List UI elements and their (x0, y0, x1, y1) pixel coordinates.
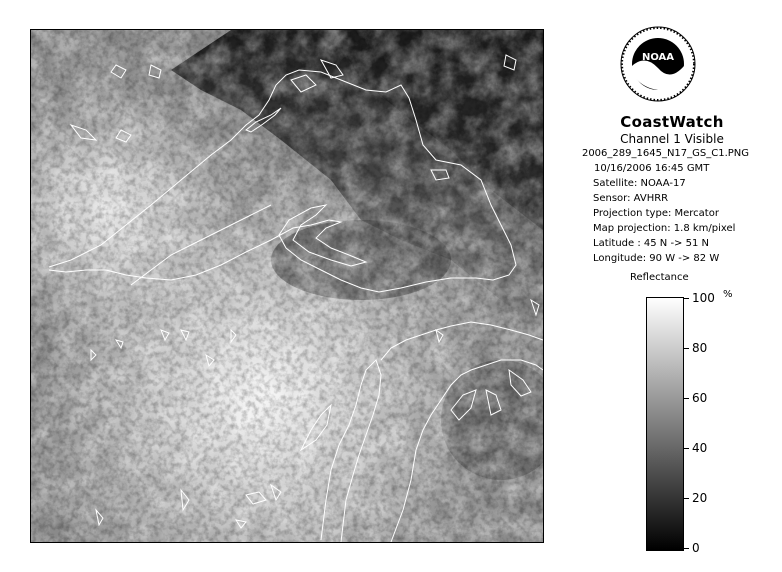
colorbar-tick (683, 448, 689, 449)
satellite-label: Satellite: NOAA-17 (593, 178, 686, 189)
satellite-image (30, 29, 544, 543)
colorbar-tick-label: 0 (692, 541, 700, 555)
colorbar-tick (683, 498, 689, 499)
colorbar-tick (683, 298, 689, 299)
map-projection-label: Map projection: 1.8 km/pixel (593, 223, 736, 234)
filename: 2006_289_1645_N17_GS_C1.PNG (581, 148, 750, 159)
colorbar (646, 297, 684, 551)
colorbar-tick (683, 398, 689, 399)
satellite-image-canvas (31, 30, 543, 542)
colorbar-tick (683, 348, 689, 349)
colorbar-tick-label: 20 (692, 491, 708, 505)
colorbar-title: Reflectance (630, 272, 689, 283)
latitude-label: Latitude : 45 N -> 51 N (593, 238, 709, 249)
colorbar-tick-label: 80 (692, 341, 708, 355)
noaa-seal-icon (620, 26, 696, 102)
colorbar-unit: % (723, 289, 733, 300)
colorbar-tick-label: 100 (692, 291, 715, 305)
colorbar-tick-label: 40 (692, 441, 708, 455)
colorbar-tick-label: 60 (692, 391, 708, 405)
datetime: 10/16/2006 16:45 GMT (594, 163, 710, 174)
projection-type-label: Projection type: Mercator (593, 208, 719, 219)
sensor-label: Sensor: AVHRR (593, 193, 669, 204)
noaa-logo (620, 26, 696, 102)
product-info (567, 113, 767, 266)
colorbar-tick (683, 548, 689, 549)
noaa-logo-text: NOAA (641, 52, 675, 63)
brand-title: CoastWatch (620, 113, 724, 131)
channel-label: Channel 1 Visible (620, 132, 724, 146)
longitude-label: Longitude: 90 W -> 82 W (593, 253, 720, 264)
